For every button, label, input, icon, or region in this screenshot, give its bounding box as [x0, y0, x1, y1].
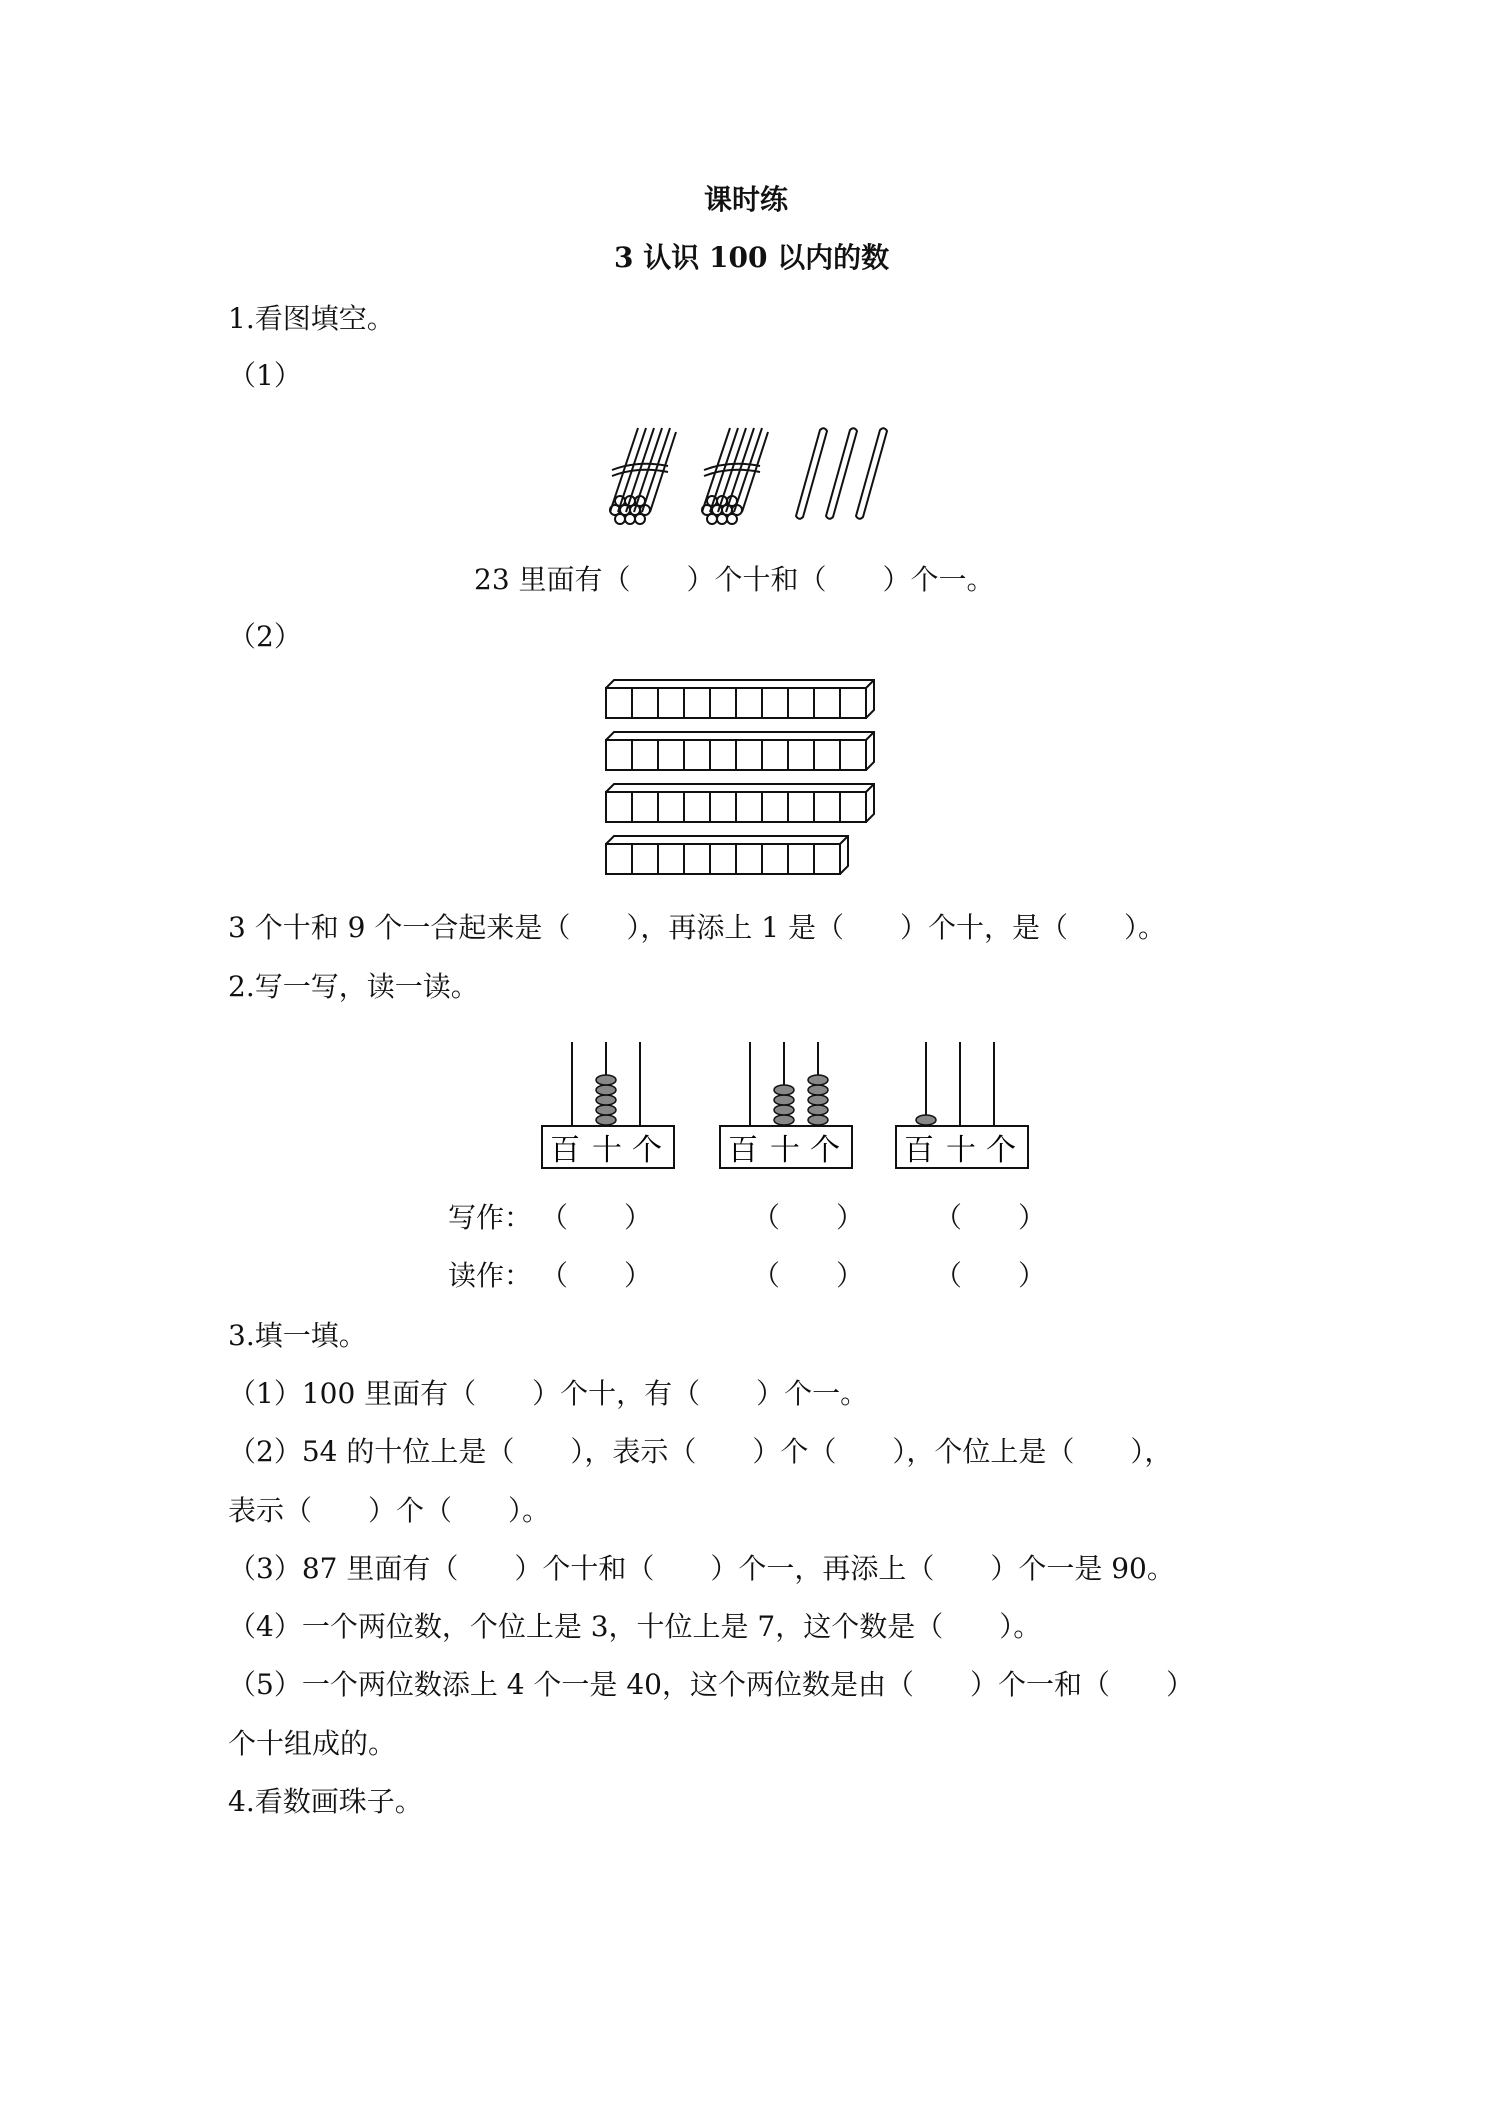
q1-part2-text: 3 个十和 9 个一合起来是（ ），再添上 1 是（ ）个十，是（ ）。	[228, 911, 1166, 944]
abacus-bead	[596, 1105, 616, 1115]
abacus-label-hundreds: 百	[550, 1133, 580, 1168]
q3-item-3: （3）87 里面有（ ）个十和（ ）个一，再添上（ ）个一是 90。	[228, 1552, 1175, 1585]
single-sticks	[796, 428, 887, 519]
ten-stick-bundle	[702, 428, 768, 524]
q1-part1-label: （1）	[228, 359, 302, 392]
abacus-label-ones: 个	[986, 1133, 1016, 1168]
read-label: 读作：	[448, 1259, 533, 1292]
abacus-bead	[808, 1075, 828, 1085]
abacus-label-hundreds: 百	[728, 1133, 758, 1168]
stick-bundles-figure	[598, 420, 898, 530]
abacus-label-ones: 个	[810, 1133, 840, 1168]
abacus-bead	[808, 1085, 828, 1095]
ten-cube-rods-figure	[604, 676, 884, 886]
nine-cube-rod	[606, 836, 848, 874]
q3-item-2: （2）54 的十位上是（ ），表示（ ）个（ ），个位上是（ ），	[228, 1435, 1173, 1468]
abacus-bead	[808, 1095, 828, 1105]
q1-part1-text: 23 里面有（ ）个十和（ ）个一。	[474, 563, 995, 596]
abacus-label-hundreds: 百	[904, 1133, 934, 1168]
q2-heading: 2.写一写，读一读。	[228, 970, 479, 1003]
abacus-label-tens: 十	[946, 1133, 976, 1168]
q3-item-2-cont: 表示（ ）个（ ）。	[228, 1494, 551, 1527]
abacus-label-tens: 十	[592, 1133, 622, 1168]
write-blank-1[interactable]: （ ）	[540, 1201, 653, 1234]
read-blank-3[interactable]: （ ）	[934, 1259, 1047, 1292]
abacus-label-ones: 个	[632, 1133, 662, 1168]
write-label: 写作：	[448, 1201, 533, 1234]
abacus-3	[894, 1040, 1034, 1170]
abacus-1	[540, 1040, 680, 1170]
q3-item-5-cont: 个十组成的。	[228, 1727, 397, 1760]
write-blank-2[interactable]: （ ）	[752, 1201, 865, 1234]
abacus-label-tens: 十	[770, 1133, 800, 1168]
q1-part2-label: （2）	[228, 620, 302, 653]
ten-cube-rod	[606, 680, 874, 718]
abacus-bead	[596, 1085, 616, 1095]
write-blank-3[interactable]: （ ）	[934, 1201, 1047, 1234]
abacus-bead	[774, 1085, 794, 1095]
q4-heading: 4.看数画珠子。	[228, 1785, 423, 1818]
abacus-bead	[916, 1115, 936, 1125]
abacus-bead	[596, 1115, 616, 1125]
page-title: 课时练	[704, 183, 789, 216]
abacus-bead	[774, 1095, 794, 1105]
ten-stick-bundle	[610, 428, 676, 524]
lesson-subtitle: 3 认识 100 以内的数	[614, 241, 890, 274]
q1-heading: 1.看图填空。	[228, 302, 395, 335]
q3-heading: 3.填一填。	[228, 1319, 367, 1352]
abacus-bead	[808, 1105, 828, 1115]
read-blank-1[interactable]: （ ）	[540, 1259, 653, 1292]
read-blank-2[interactable]: （ ）	[752, 1259, 865, 1292]
q3-item-4: （4）一个两位数，个位上是 3，十位上是 7，这个数是（ ）。	[228, 1610, 1042, 1643]
abacus-bead	[774, 1115, 794, 1125]
ten-cube-rod	[606, 732, 874, 770]
ten-cube-rod	[606, 784, 874, 822]
abacus-bead	[596, 1095, 616, 1105]
q3-item-5: （5）一个两位数添上 4 个一是 40，这个两位数是由（ ）个一和（ ）	[228, 1668, 1194, 1701]
abacus-2	[718, 1040, 858, 1170]
abacus-bead	[596, 1075, 616, 1085]
abacus-bead	[808, 1115, 828, 1125]
abacus-bead	[774, 1105, 794, 1115]
q3-item-1: （1）100 里面有（ ）个十，有（ ）个一。	[228, 1377, 869, 1410]
